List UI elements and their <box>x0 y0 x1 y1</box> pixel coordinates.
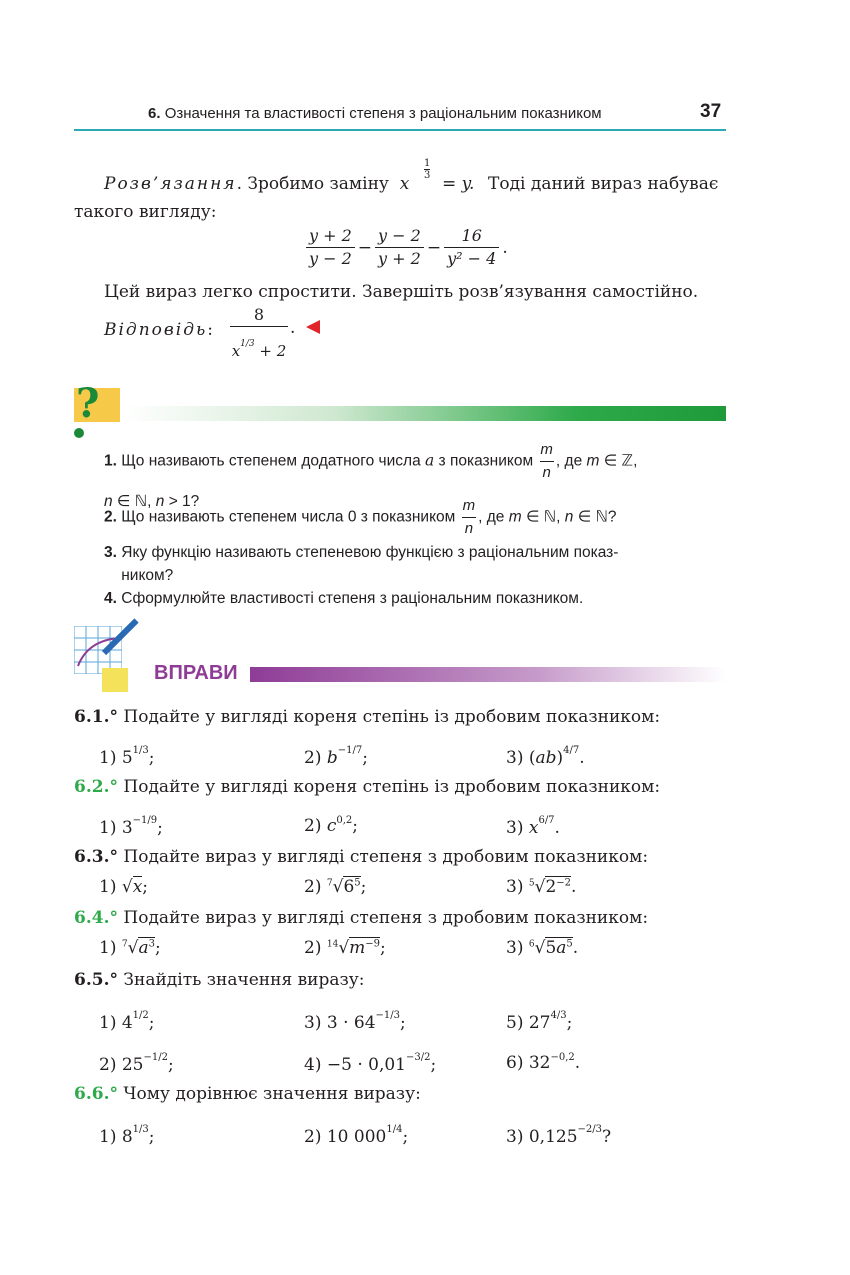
solution-line-3: Цей вираз легко спростити. Завершіть розв’язування самостійно. <box>104 282 699 302</box>
solution-line-2: такого вигляду: <box>74 202 217 222</box>
ex-6-4-item-3: 3) $^6√5a^5$. <box>506 938 579 958</box>
exp-1-3: 1 3 <box>424 158 431 181</box>
ex-6-5-item-1: 1) $4^{1/2}$; <box>99 1010 155 1033</box>
ex-6-5-item-4: $4) -5 \cdot 0,01^{-3/2}$; <box>304 1052 437 1075</box>
question-3: 3. Яку функцію називають степеневою функцією з раціональним показ- ником? <box>104 544 619 584</box>
ex-6-6-item-3: 3) $0,125^{-2/3}$? <box>506 1124 612 1147</box>
exercise-6-5: 6.5.° Знайдіть значення виразу: <box>74 970 365 990</box>
answer-fraction: 8 $x^{1/3} + 2$ <box>230 304 288 368</box>
ex-6-3-item-2: 2) $^7√6^5$; <box>304 877 367 897</box>
ex-6-3-item-1: 1) √x; <box>99 877 149 897</box>
grid-graph-icon <box>74 626 122 674</box>
sticky-note-icon <box>102 668 128 692</box>
ex-6-2-item-1: 1) $3^{-1/9}$; <box>99 815 163 838</box>
ex-6-5-item-3: 3) $3 \cdot 64^{-1/3}$; <box>304 1010 406 1033</box>
exercise-6-1: 6.1.° Подайте у вигляді кореня степінь із дробовим показником: <box>74 707 661 727</box>
ex-6-1-item-3: 3) (ab)$^{4/7}$. <box>506 745 585 768</box>
header-rule <box>74 129 726 131</box>
fraction-1: $\frac{y + 2}{y - 2}$ <box>306 226 355 269</box>
running-header: 6. Означення та властивості степеня з раціональним показником <box>148 105 602 122</box>
exercise-6-3: 6.3.° Подайте вираз у вигляді степеня з дробовим показником: <box>74 847 649 867</box>
question-mark-icon: ? <box>76 380 100 427</box>
exercises-banner-bar <box>250 667 726 682</box>
question-dot-icon <box>74 428 84 438</box>
question-2: 2. Що називають степенем числа 0 з показником $\frac{m}{n}$ , де m ∈ ℕ, n ∈ ℕ? <box>104 497 617 537</box>
fraction-expression: $\frac{y + 2}{y - 2}$ − $\frac{y - 2}{y + 2}$ − $\frac{16}{\text{y² − 4}}$ . <box>306 226 508 269</box>
ex-6-1-item-2: 2) $b^{-1/7}$; <box>304 745 368 768</box>
section-title: Означення та властивості степеня з раціональним показником <box>164 105 602 122</box>
exercise-6-6: 6.6.° Чому дорівнює значення виразу: <box>74 1084 421 1104</box>
fraction-2: $\frac{y - 2}{y + 2}$ <box>375 226 424 269</box>
solution-line-1-end: Тоді даний вираз набуває <box>488 174 719 194</box>
end-of-solution-marker <box>306 320 320 334</box>
page-number: 37 <box>700 101 722 122</box>
solution-line-1: Розв’язання. Зробимо заміну x <box>104 174 410 194</box>
exercise-6-2: 6.2.° Подайте у вигляді кореня степінь із дробовим показником: <box>74 777 661 797</box>
ex-6-5-item-2: 2) $25^{-1/2}$; <box>99 1052 174 1075</box>
answer-label: Відповідь <box>104 320 208 340</box>
ex-6-5-item-5: 5) $27^{4/3}$; <box>506 1010 573 1033</box>
exercises-title: ВПРАВИ <box>154 662 238 684</box>
ex-6-4-item-1: 1) $^7√a^3$; <box>99 938 161 958</box>
question-1: 1. Що називають степенем додатного числа a з показником $\frac{m}{n}$ , де m ∈ ℤ, n ∈ ℕ, n > 1? <box>104 441 638 510</box>
ex-6-1-item-1: 1) $5^{1/3}$; <box>99 745 155 768</box>
exercise-6-4: 6.4.° Подайте вираз у вигляді степеня з дробовим показником: <box>74 908 649 928</box>
questions-banner-bar <box>124 406 726 421</box>
fraction-3: $\frac{16}{\text{y² − 4}}$ <box>444 226 499 269</box>
ex-6-4-item-2: 2) $^{14}√m^{-9}$; <box>304 938 386 958</box>
answer-line: Відповідь: <box>104 320 213 340</box>
substitution-eq: = y. <box>442 174 475 194</box>
ex-6-6-item-1: 1) $8^{1/3}$; <box>99 1124 155 1147</box>
ex-6-3-item-3: 3) $^5√2^{-2}$. <box>506 877 577 897</box>
ex-6-2-item-2: 2) $c^{0,2}$; <box>304 815 359 836</box>
ex-6-6-item-2: 2) 10 $000^{1/4}$; <box>304 1124 409 1147</box>
solution-label: Розв’язання <box>104 174 237 194</box>
ex-6-5-item-6: 6) $32^{-0,2}$. <box>506 1052 581 1073</box>
substitution-expr: x <box>394 174 410 194</box>
question-4: 4. Сформулюйте властивості степеня з раціональним показником. <box>104 590 584 607</box>
ex-6-2-item-3: 3) $x^{6/7}$. <box>506 815 560 838</box>
